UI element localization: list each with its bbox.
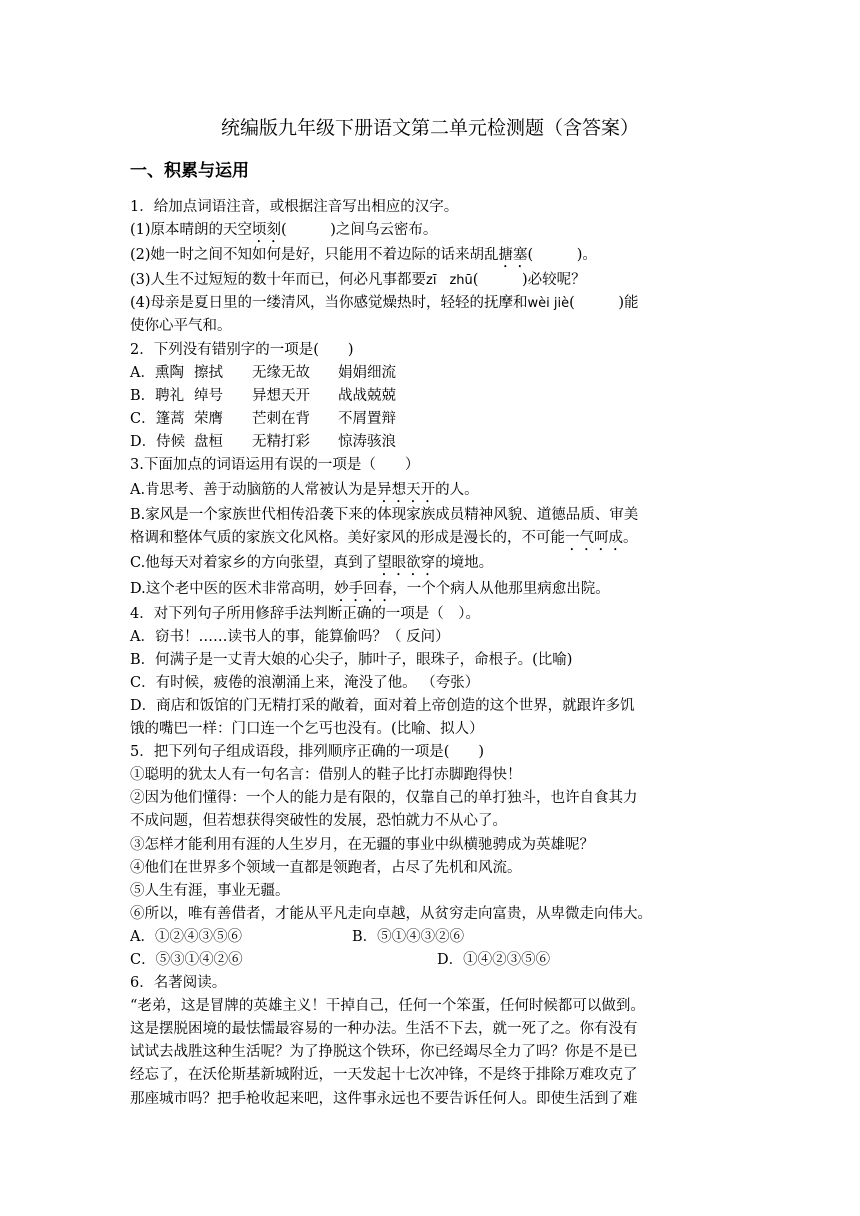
pinyin: zī zhū [426, 273, 473, 289]
q5-sentence-2-cont: 不成问题，但若想获得突破性的发展，恐怕就力不从心了。 [130, 813, 507, 830]
q1-sentence-4: (4)母亲是夏日里的一缕清风，当你感觉燥热时，轻轻的抚摩和wèi jiè( )能 [130, 295, 639, 312]
dotted-word: 异想天开 [377, 482, 436, 499]
q2-option-d: D．侍候 盘桓 无精打彩 惊涛骇浪 [130, 433, 396, 450]
q5-sentence-3: ③怎样才能利用有涯的人生岁月，在无疆的事业中纵横驰骋成为英雄呢？ [130, 836, 594, 853]
dotted-word: 顷刻 [252, 222, 282, 239]
q5-sentence-6: ⑥所以，唯有善借者，才能从平凡走向卓越，从贫穷走向富贵，从卑微走向伟大。 [130, 905, 652, 922]
dotted-word: 一气呵成 [565, 530, 623, 547]
pinyin: wèi jiè [527, 296, 570, 312]
dotted-word: 望眼欲穿 [377, 555, 436, 572]
q6-stem: 6．名著阅读。 [130, 975, 227, 992]
q4-option-b: B．何满子是一丈青大娘的心尖子，肺叶子，眼珠子，命根子。(比喻) [130, 651, 573, 668]
q3-option-b-cont: 格调和整体气质的家族文化风格。美好家风的形成是漫长的，不可能一气呵成。 [130, 530, 638, 547]
document-body [130, 196, 730, 1111]
q4-option-c: C．有时候，疲倦的浪潮涌上来，淹没了他。 （夸张） [130, 674, 480, 691]
q6-passage-line: “老弟，这是冒牌的英雄主义！干掉自己，任何一个笨蛋，任何时候都可以做到。 [130, 998, 645, 1015]
q5-options-ab: A．①②④③⑤⑥ B．⑤①④③②⑥ [130, 928, 465, 945]
q4-option-d-cont: 饿的嘴巴一样：门口连一个乞丐也没有。(比喻、拟人） [130, 721, 484, 738]
q6-passage-line: 试试去战胜这种生活呢？为了挣脱这个铁环，你已经竭尽全力了吗？你是不是已 [130, 1044, 638, 1061]
q4-option-d: D．商店和饭馆的门无精打采的敞着，面对着上帝创造的这个世界，就跟许多饥 [130, 697, 635, 714]
document-title: 统编版九年级下册语文第二单元检测题（含答案） [220, 117, 639, 139]
q1-sentence-3: (3)人生不过短短的数十年而已，何必凡事都要zī zhū( )必较呢？ [130, 272, 586, 289]
q6-passage-line: 经忘了，在沃伦斯基新城附近，一天发起十七次冲锋，不是终于排除万难攻克了 [130, 1067, 638, 1084]
q3-stem: 3.下面加点的词语运用有误的一项是（ ） [130, 457, 420, 474]
q5-sentence-5: ⑤人生有涯，事业无疆。 [130, 882, 290, 899]
q2-option-b: B．聘礼 绰号 异想天开 战战兢兢 [130, 387, 396, 404]
dotted-word: 妙手回春 [334, 580, 393, 597]
q3-option-d: D.这个老中医的医术非常高明，妙手回春，一个个病人从他那里病愈出院。 [130, 580, 610, 597]
dotted-word: 搪塞 [498, 247, 528, 264]
q1-sentence-4-cont: 使你心平气和。 [130, 318, 232, 335]
section-heading: 一、积累与运用 [130, 161, 249, 181]
q3-option-a: A.肯思考、善于动脑筋的人常被认为是异想天开的人。 [130, 482, 479, 499]
q6-passage-line: 那座城市吗？把手枪收起来吧，这件事永远也不要告诉任何人。即使生活到了难 [130, 1090, 638, 1107]
q1-sentence-1: (1)原本晴朗的天空顷刻( )之间乌云密布。 [130, 222, 438, 239]
q1-sentence-2: (2)她一时之间不知如何是好，只能用不着边际的话来胡乱搪塞( )。 [130, 247, 597, 264]
q5-sentence-2: ②因为他们懂得：一个人的能力是有限的，仅靠自己的单打独斗，也许自食其力 [130, 790, 638, 807]
q5-stem: 5．把下列句子组成语段，排列顺序正确的一项是( ) [130, 744, 485, 761]
q5-sentence-1: ①聪明的犹太人有一句名言：借别人的鞋子比打赤脚跑得快！ [130, 767, 522, 784]
q5-sentence-4: ④他们在世界多个领域一直都是领跑者，占尽了先机和风流。 [130, 859, 522, 876]
q2-option-a: A．熏陶 擦拭 无缘无故 娟娟细流 [130, 364, 396, 381]
q1-stem: 1．给加点词语注音，或根据注音写出相应的汉字。 [130, 199, 459, 215]
q5-options-cd: C．⑤③①④②⑥ D．①④②③⑤⑥ [130, 952, 551, 968]
q2-option-c: C．篷蒿 荣膺 芒刺在背 不屑置辩 [130, 410, 396, 427]
q3-option-b: B.家风是一个家族世代相传沿袭下来的体现家族成员精神风貌、道德品质、审美 [130, 507, 639, 524]
q4-stem: 4．对下列句子所用修辞手法判断正确的一项是（ ）。 [130, 605, 480, 622]
q4-option-a: A．窃书！……读书人的事，能算偷吗？（ 反问） [130, 628, 450, 645]
q6-passage-line: 这是摆脱困境的最怯懦最容易的一种办法。生活不下去，就一死了之。你有没有 [130, 1021, 638, 1038]
q2-stem: 2．下列没有错别字的一项是( ) [130, 341, 354, 358]
q3-option-c: C.他每天对着家乡的方向张望，真到了望眼欲穿的境地。 [130, 555, 494, 572]
